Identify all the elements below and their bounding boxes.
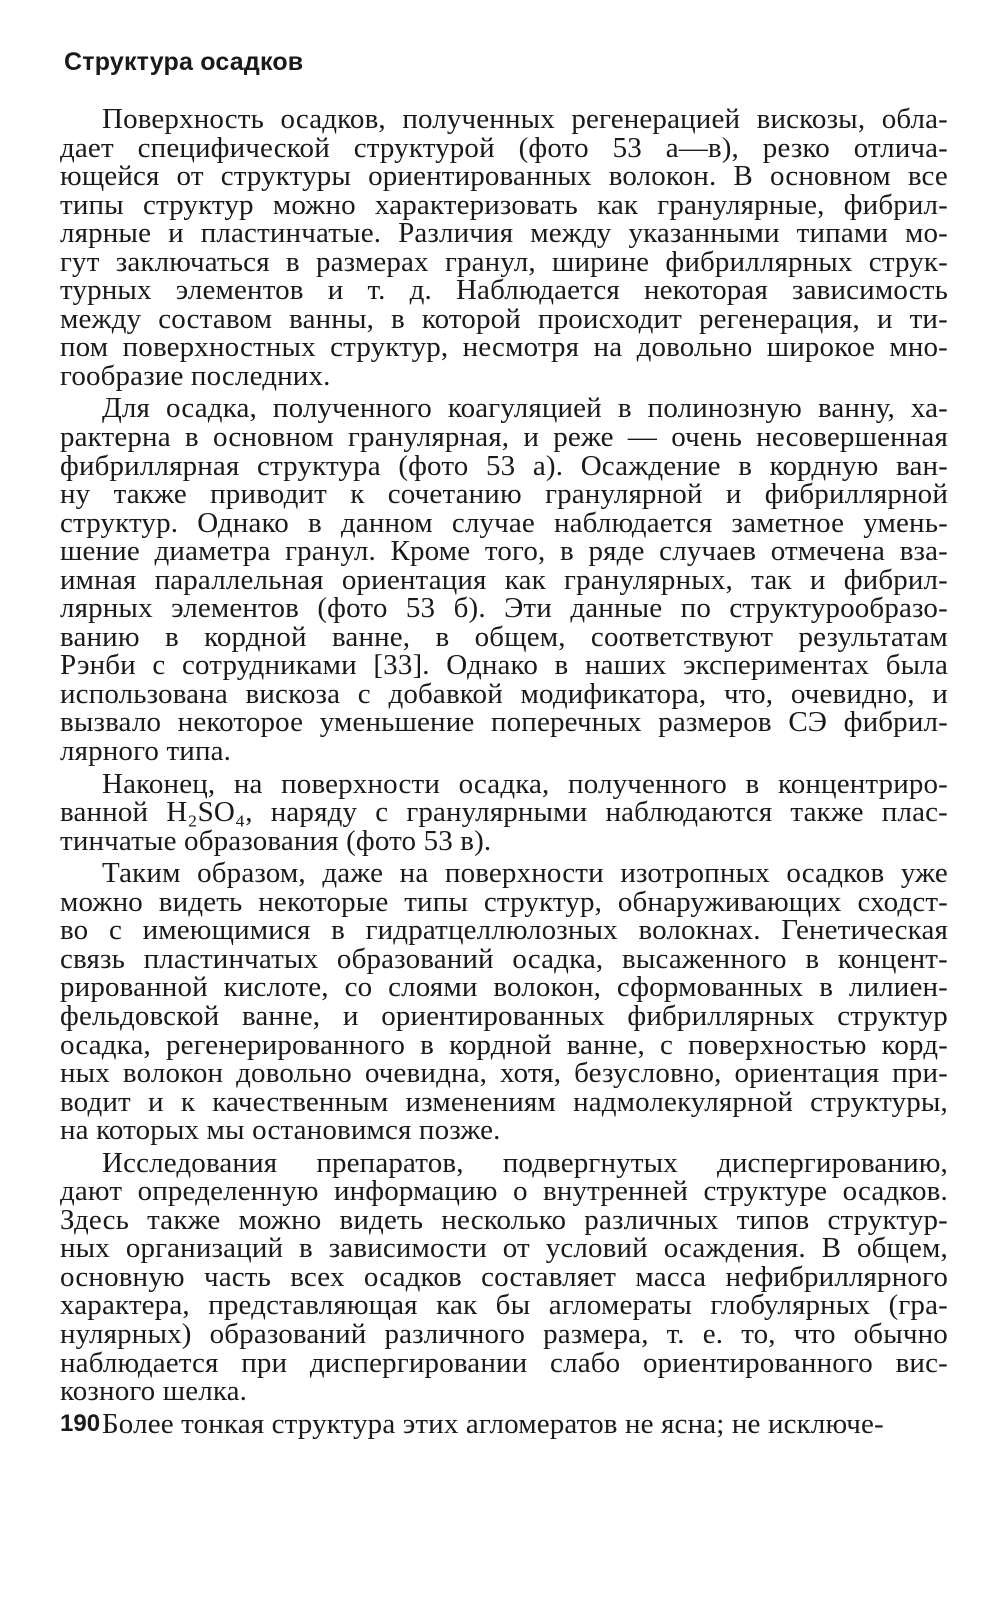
text-line: вызвало некоторое уменьшение поперечных размеров СЭ фибрил- bbox=[60, 706, 948, 739]
text-line: шение диаметра гранул. Кроме того, в ряде случаев отмечена вза- bbox=[60, 535, 948, 568]
text-line: Рэнби с сотрудниками [33]. Однако в наших экспериментах была bbox=[60, 649, 948, 682]
text-line: тинчатые образования (фото 53 в). bbox=[60, 824, 492, 857]
text-line: во с имеющимися в гидратцеллюлозных волокнах. Генетическая bbox=[60, 914, 948, 947]
text-line: Здесь также можно видеть несколько различных типов структур- bbox=[60, 1203, 948, 1236]
paragraph bbox=[60, 857, 948, 1147]
text-line: использована вискоза с добавкой модификатора, что, очевидно, и bbox=[60, 677, 948, 710]
text-line: дают определенную информацию о внутренней структуре осадков. bbox=[60, 1175, 948, 1208]
text-line: ных волокон довольно очевидна, хотя, безусловно, ориентация при- bbox=[60, 1057, 948, 1090]
text-line: рактерна в основном гранулярная, и реже — очень несовершенная bbox=[60, 421, 948, 454]
text-line: турных элементов и т. д. Наблюдается некоторая зависимость bbox=[60, 274, 948, 307]
text-line: гут заключаться в размерах гранул, ширине фибриллярных струк- bbox=[60, 245, 948, 278]
text-line: лярных элементов (фото 53 б). Эти данные по структурообразо- bbox=[60, 592, 948, 625]
text-line: лярного типа. bbox=[60, 735, 232, 768]
paragraph bbox=[60, 767, 948, 857]
text-line: осадка, регенерированного в кордной ванне, с поверхностью корд- bbox=[60, 1028, 948, 1061]
text-line: между составом ванны, в которой происходит регенерация, и ти- bbox=[60, 302, 948, 335]
text-line: можно видеть некоторые типы структур, обнаруживающих сходст- bbox=[60, 885, 948, 918]
text-line: водит и к качественным изменениям надмолекулярной структуры, bbox=[60, 1085, 948, 1118]
text-line: связь пластинчатых образований осадка, высаженного в концент- bbox=[60, 942, 948, 975]
text-line: пом поверхностных структур, несмотря на довольно широкое мно- bbox=[60, 331, 948, 364]
paragraph bbox=[60, 1407, 948, 1440]
text-line: фельдовской ванне, и ориентированных фибриллярных структур bbox=[60, 999, 948, 1032]
text-line: характера, представляющая как бы агломераты глобулярных (гра- bbox=[60, 1289, 948, 1322]
text-line: фибриллярная структура (фото 53 а). Осаждение в кордную ван- bbox=[60, 449, 948, 482]
text-line: ванию в кордной ванне, в общем, соответствуют результатам bbox=[60, 620, 948, 653]
text-line: основную часть всех осадков составляет масса нефибриллярного bbox=[60, 1260, 948, 1293]
section-title: Структура осадков bbox=[64, 48, 304, 76]
text-line: гообразие последних. bbox=[60, 359, 331, 392]
text-line: на которых мы остановимся позже. bbox=[60, 1114, 501, 1147]
page-number: 190 bbox=[60, 1410, 101, 1437]
text-line: ну также приводит к сочетанию гранулярной и фибриллярной bbox=[60, 478, 948, 511]
text-line: ющейся от структуры ориентированных волокон. В основном все bbox=[60, 160, 948, 193]
text-line: имная параллельная ориентация как гранулярных, так и фибрил- bbox=[60, 563, 948, 596]
paragraph bbox=[60, 105, 948, 390]
text-line: ванной H₂SO₄, наряду с гранулярными наблюдаются также плас- bbox=[60, 796, 948, 829]
paragraph bbox=[60, 1146, 948, 1408]
text-line: ных организаций в зависимости от условий осаждения. В общем, bbox=[60, 1232, 948, 1265]
text-line: нулярных) образований различного размера, т. е. то, что обычно bbox=[60, 1317, 948, 1350]
body-text bbox=[60, 105, 948, 1438]
text-line: структур. Однако в данном случае наблюдается заметное умень- bbox=[60, 506, 948, 539]
text-line: Таким образом, даже на поверхности изотропных осадков уже bbox=[102, 857, 948, 890]
text-line: рированной кислоте, со слоями волокон, сформованных в лилиен- bbox=[60, 971, 948, 1004]
text-line: Поверхность осадков, полученных регенерацией вискозы, обла- bbox=[102, 103, 948, 135]
text-line: лярные и пластинчатые. Различия между указанными типами мо- bbox=[60, 217, 948, 250]
text-line: типы структур можно характеризовать как гранулярные, фибрил- bbox=[60, 188, 948, 221]
text-line: Для осадка, полученного коагуляцией в полинозную ванну, ха- bbox=[102, 392, 948, 425]
text-line: дает специфической структурой (фото 53 а—в), резко отлича- bbox=[60, 131, 948, 164]
text-line: наблюдается при диспергировании слабо ориентированного вис- bbox=[60, 1346, 948, 1379]
text-line: Более тонкая структура этих агломератов не ясна; не исключе- bbox=[102, 1407, 884, 1440]
paragraph bbox=[60, 392, 948, 768]
text-line: козного шелка. bbox=[60, 1375, 248, 1408]
book-page bbox=[60, 48, 948, 1588]
text-line: Наконец, на поверхности осадка, полученного в концентриро- bbox=[102, 767, 948, 800]
text-line: Исследования препаратов, подвергнутых диспергированию, bbox=[102, 1146, 948, 1179]
